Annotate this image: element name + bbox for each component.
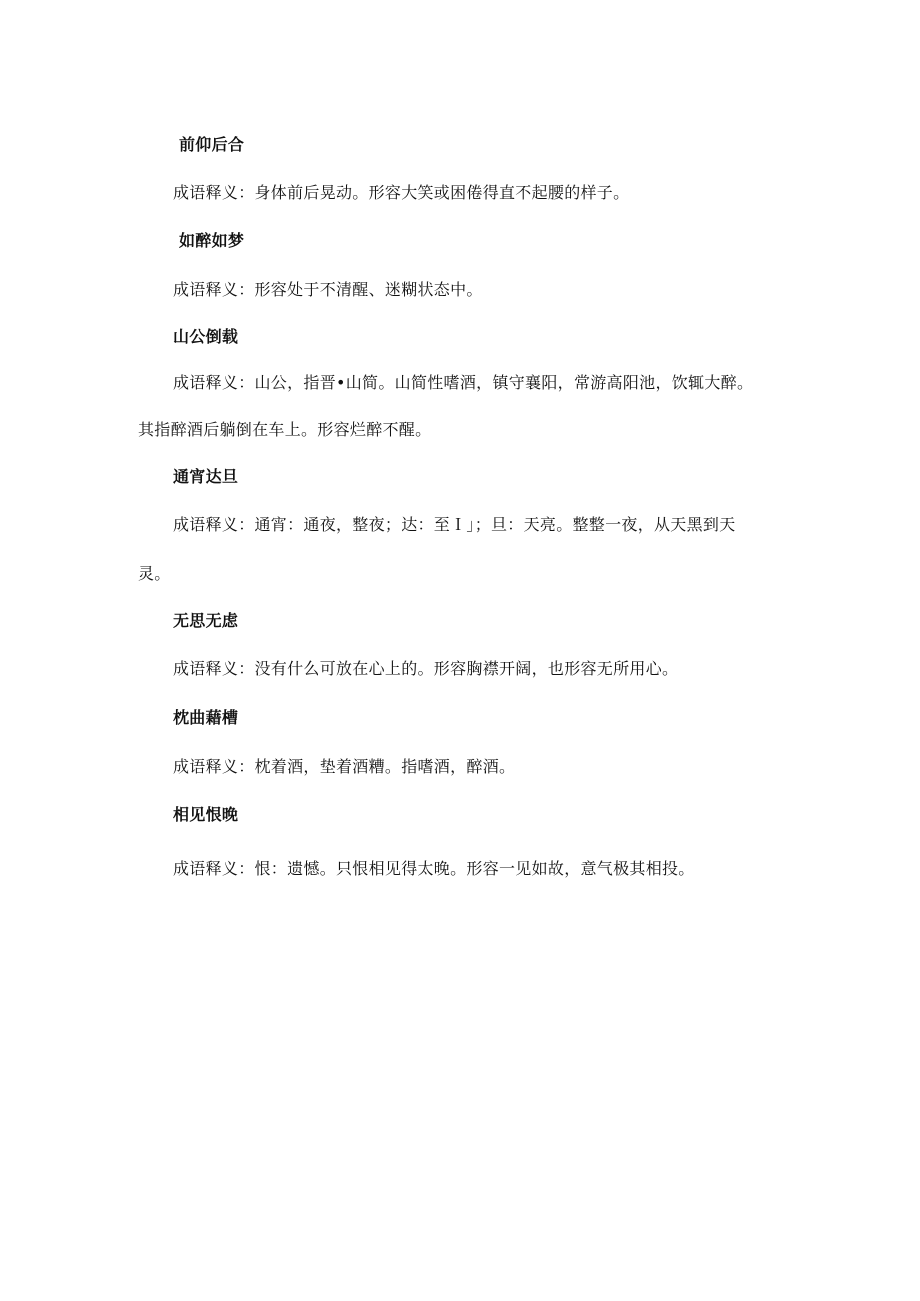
idiom-definition: 成语释义：没有什么可放在心上的。形容胸襟开阔，也形容无所用心。 [173,659,679,678]
idiom-title: 前仰后合 [179,135,245,154]
idiom-definition: 成语释义：山公，指晋•山简。山简性嗜酒，镇守襄阳，常游高阳池，饮辄大醉。 [173,373,754,392]
idiom-title: 如醉如梦 [179,231,245,250]
idiom-definition: 成语释义：枕着酒，垫着酒糟。指嗜酒，醉酒。 [173,757,516,776]
idiom-definition-continued: 灵。 [138,564,171,583]
idiom-title: 相见恨晚 [173,805,239,824]
idiom-title: 通宵达旦 [173,467,239,486]
idiom-definition: 成语释义：形容处于不清醒、迷糊状态中。 [173,280,483,299]
idiom-definition: 成语释义：身体前后晃动。形容大笑或困倦得直不起腰的样子。 [173,183,630,202]
idiom-definition-continued: 其指醉酒后躺倒在车上。形容烂醉不醒。 [138,420,432,439]
idiom-title: 枕曲藉槽 [173,708,239,727]
idiom-definition: 成语释义：通宵：通夜，整夜；达：至Ｉ」；旦：天亮。整整一夜，从天黑到天 [173,515,736,534]
idiom-title: 无思无虑 [173,611,239,630]
idiom-title: 山公倒载 [173,327,239,346]
idiom-definition: 成语释义：恨：遗憾。只恨相见得太晚。形容一见如故，意气极其相投。 [173,859,695,878]
